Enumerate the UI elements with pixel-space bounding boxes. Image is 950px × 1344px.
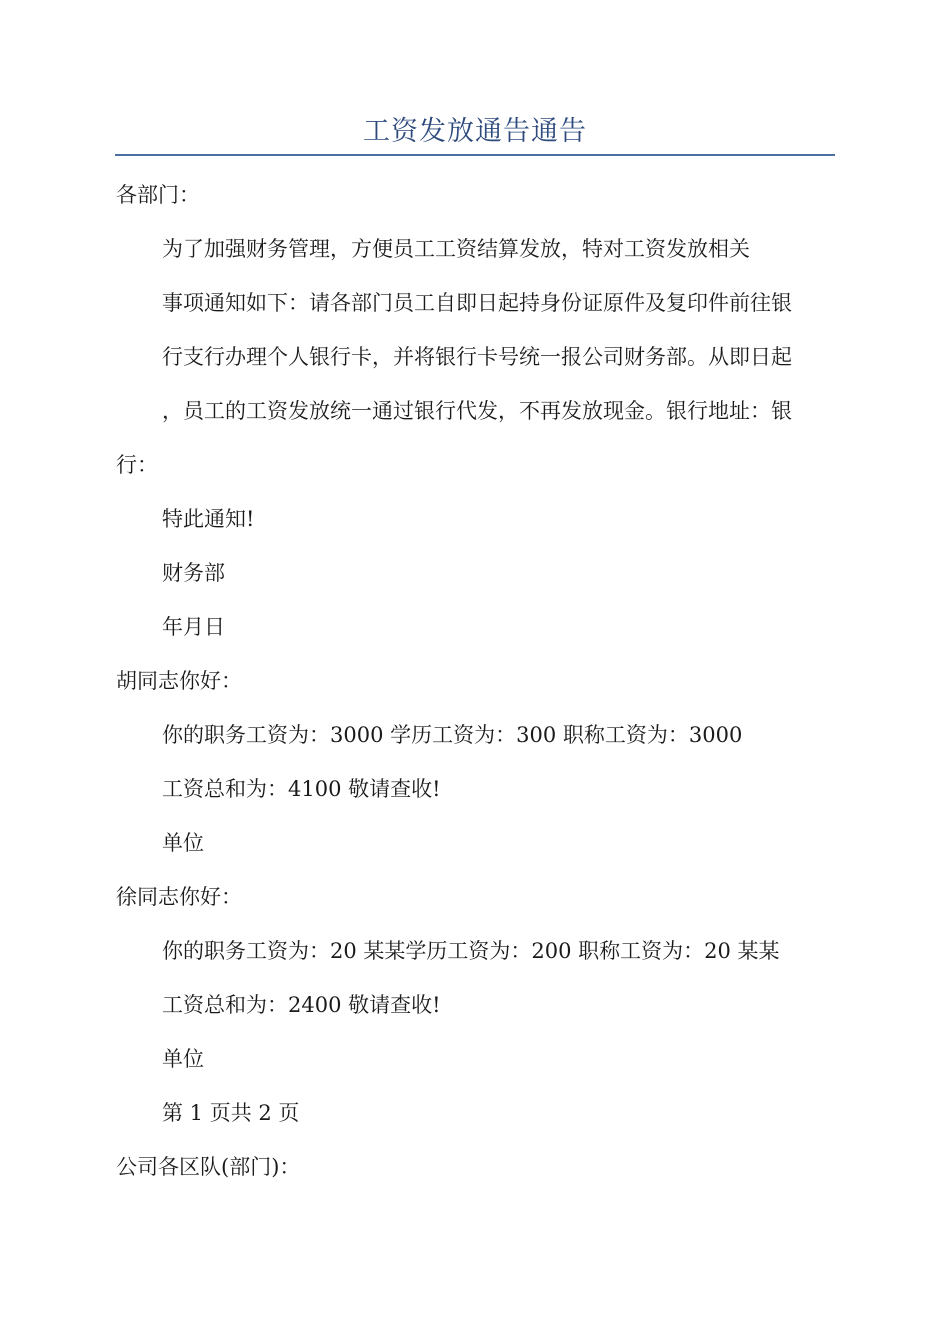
- letter-salary-line: 你的职务工资为：20 某某学历工资为：200 职称工资为：20 某某: [162, 939, 780, 963]
- document-title: 工资发放通告通告: [363, 116, 587, 147]
- letter-unit: 单位: [162, 831, 204, 855]
- next-section-heading: 公司各区队(部门)：: [116, 1155, 301, 1179]
- letter-total-line: 工资总和为：4100 敬请查收!: [162, 777, 441, 801]
- notice-signature: 财务部: [162, 561, 225, 585]
- notice-body-line: 行支行办理个人银行卡，并将银行卡号统一报公司财务部。从即日起: [162, 345, 792, 369]
- title-underline: [115, 154, 835, 156]
- notice-body-line: 事项通知如下：请各部门员工自即日起持身份证原件及复印件前往银: [162, 291, 792, 315]
- letter-salutation: 徐同志你好：: [116, 885, 242, 909]
- page-number: 第 1 页共 2 页: [162, 1101, 300, 1125]
- letter-salutation: 胡同志你好：: [116, 669, 242, 693]
- notice-salutation: 各部门：: [116, 183, 200, 207]
- letter-salary-line: 你的职务工资为：3000 学历工资为：300 职称工资为：3000: [162, 723, 743, 747]
- notice-closing: 特此通知!: [162, 507, 255, 531]
- letter-unit: 单位: [162, 1047, 204, 1071]
- notice-date: 年月日: [162, 615, 225, 639]
- notice-body-line: 行：: [116, 453, 158, 477]
- notice-body-line: ，员工的工资发放统一通过银行代发，不再发放现金。银行地址：银: [162, 399, 792, 423]
- letter-total-line: 工资总和为：2400 敬请查收!: [162, 993, 441, 1017]
- notice-body-line: 为了加强财务管理，方便员工工资结算发放，特对工资发放相关: [162, 237, 750, 261]
